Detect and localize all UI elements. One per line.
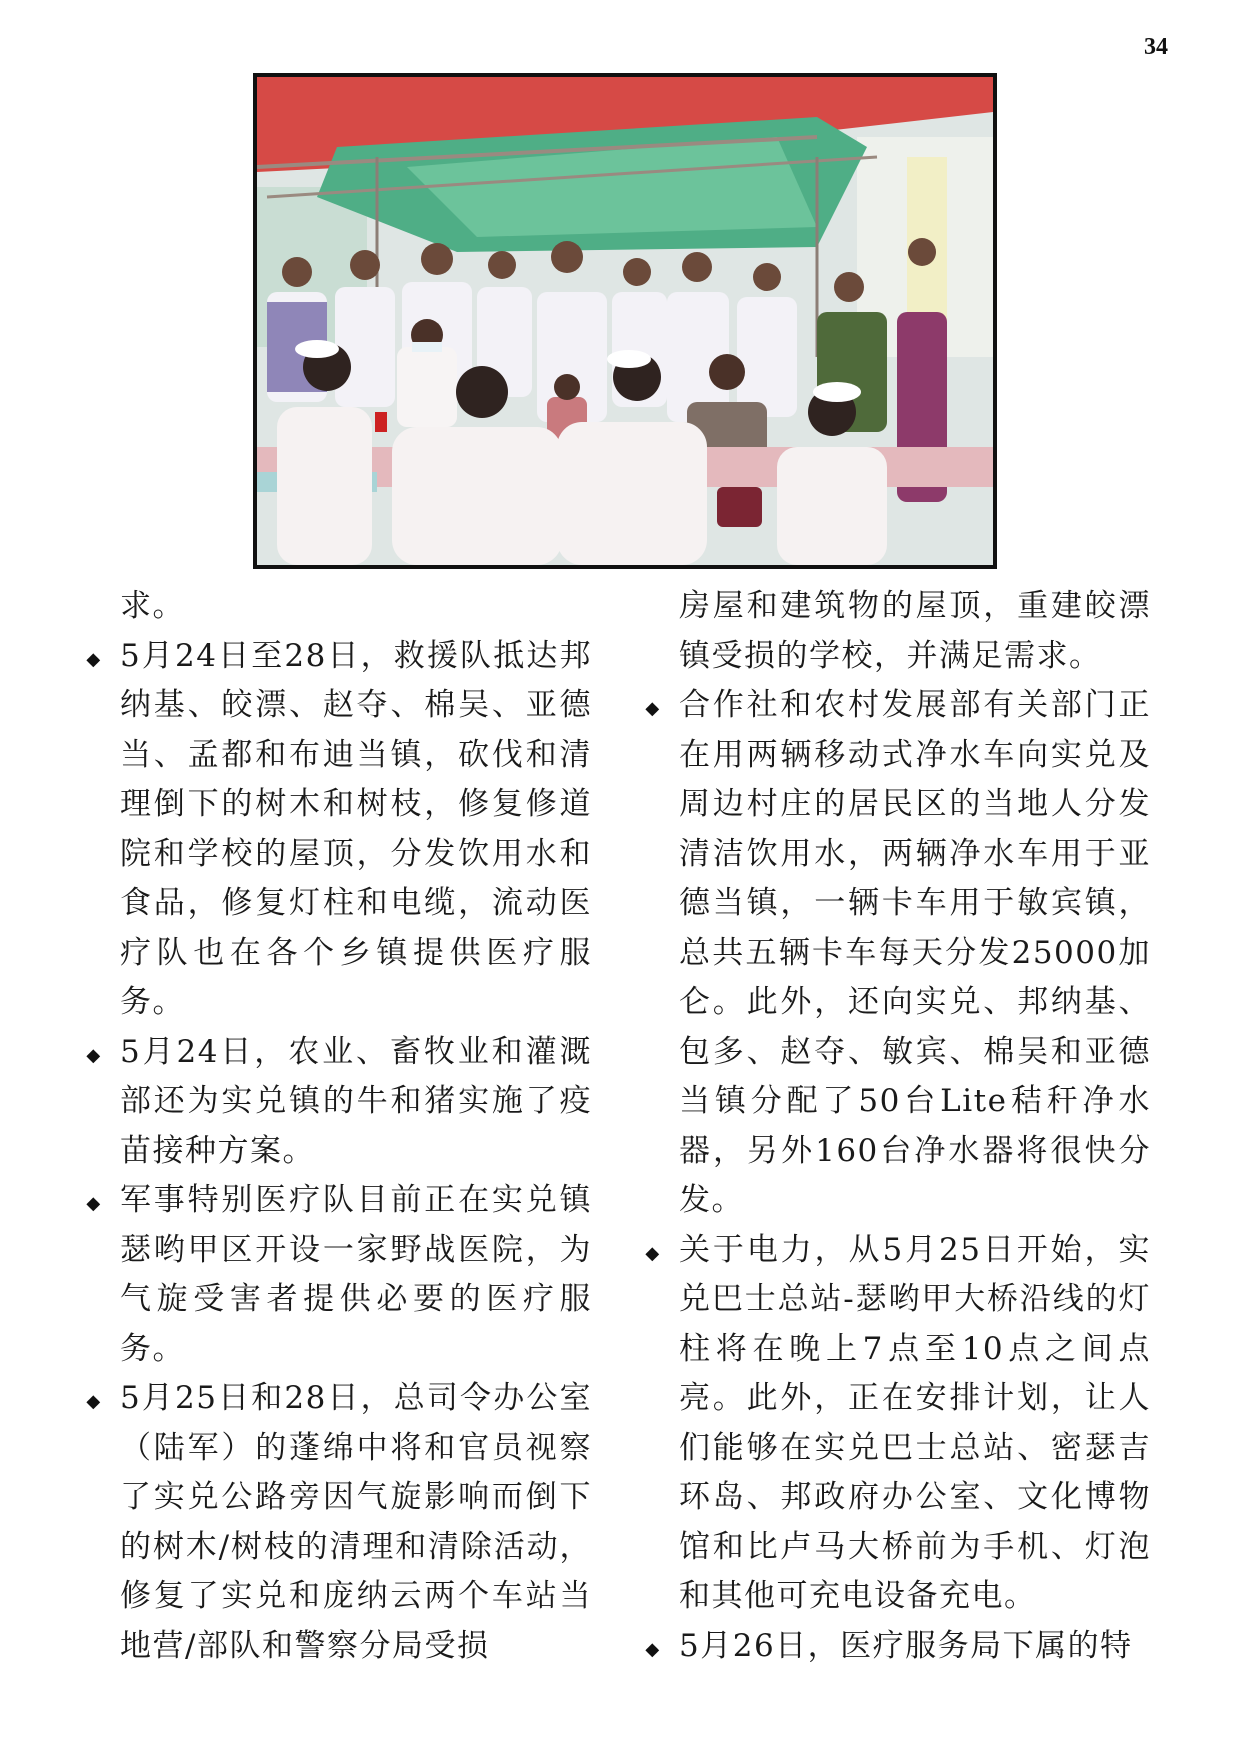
paragraph-text: 5月26日，医疗服务局下属的特	[679, 1627, 1133, 1664]
diamond-bullet-icon: ◆	[86, 1193, 102, 1214]
diamond-bullet-icon: ◆	[645, 698, 661, 719]
bullet-paragraph	[639, 1226, 1151, 1622]
paragraph-text: 5月24日，农业、畜牧业和灌溉部还为实兑镇的牛和猪实施了疫苗接种方案。	[120, 1033, 592, 1169]
page-number: 34	[1144, 34, 1168, 60]
paragraph-continuation	[639, 582, 1151, 681]
bullet-paragraph	[639, 681, 1151, 1226]
diamond-bullet-icon: ◆	[86, 1391, 102, 1412]
bullet-paragraph	[80, 1176, 592, 1374]
paragraph-text: 关于电力，从5月25日开始，实兑巴士总站-瑟哟甲大桥沿线的灯柱将在晚上7点至10点之间点亮。此外，正在安排计划，让人们能够在实兑巴士总站、密瑟吉环岛、邦政府办公室、文化博物馆和比卢马大桥前为手机、灯泡和其他可充电设备充电。	[679, 1231, 1151, 1614]
paragraph-text: 求。	[120, 588, 185, 624]
bullet-paragraph	[80, 1028, 592, 1177]
diamond-bullet-icon: ◆	[645, 1242, 661, 1264]
right-column	[639, 582, 1151, 1671]
diamond-bullet-icon: ◆	[86, 648, 102, 670]
bullet-paragraph	[80, 1374, 592, 1671]
paragraph-text: 5月24日至28日，救援队抵达邦纳基、皎漂、赵夺、棉吴、亚德当、孟都和布迪当镇，砍伐和清理倒下的树木和树枝，修复修道院和学校的屋顶，分发饮用水和食品，修复灯柱和电缆，流动医疗队也在各个乡镇提供医疗服务。	[120, 637, 592, 1020]
paragraph-text: 军事特别医疗队目前正在实兑镇瑟哟甲区开设一家野战医院，为气旋受害者提供必要的医疗服务。	[120, 1182, 592, 1367]
diamond-bullet-icon: ◆	[645, 1638, 661, 1660]
diamond-bullet-icon: ◆	[86, 1044, 102, 1066]
paragraph-text: 房屋和建筑物的屋顶，重建皎漂镇受损的学校，并满足需求。	[679, 588, 1151, 674]
bullet-paragraph	[639, 1622, 1151, 1672]
medical-camp-photo	[257, 77, 993, 565]
paragraph-text: 5月25日和28日，总司令办公室（陆军）的蓬绵中将和官员视察了实兑公路旁因气旋影响而倒下的树木/树枝的清理和清除活动，修复了实兑和庞纳云两个车站当地营/部队和警察分局受损	[120, 1380, 592, 1664]
paragraph-text: 合作社和农村发展部有关部门正在用两辆移动式净水车向实兑及周边村庄的居民区的当地人分发清洁饮用水，两辆净水车用于亚德当镇，一辆卡车用于敏宾镇，总共五辆卡车每天分发25000加仑。此外，还向实兑、邦纳基、包多、赵夺、敏宾、棉吴和亚德当镇分配了50台Lite秸秆净水器，另外160台净水器将很快分发。	[679, 687, 1151, 1218]
paragraph-continuation	[80, 582, 592, 632]
news-photo	[253, 73, 997, 569]
left-column	[80, 582, 592, 1671]
bullet-paragraph	[80, 632, 592, 1028]
